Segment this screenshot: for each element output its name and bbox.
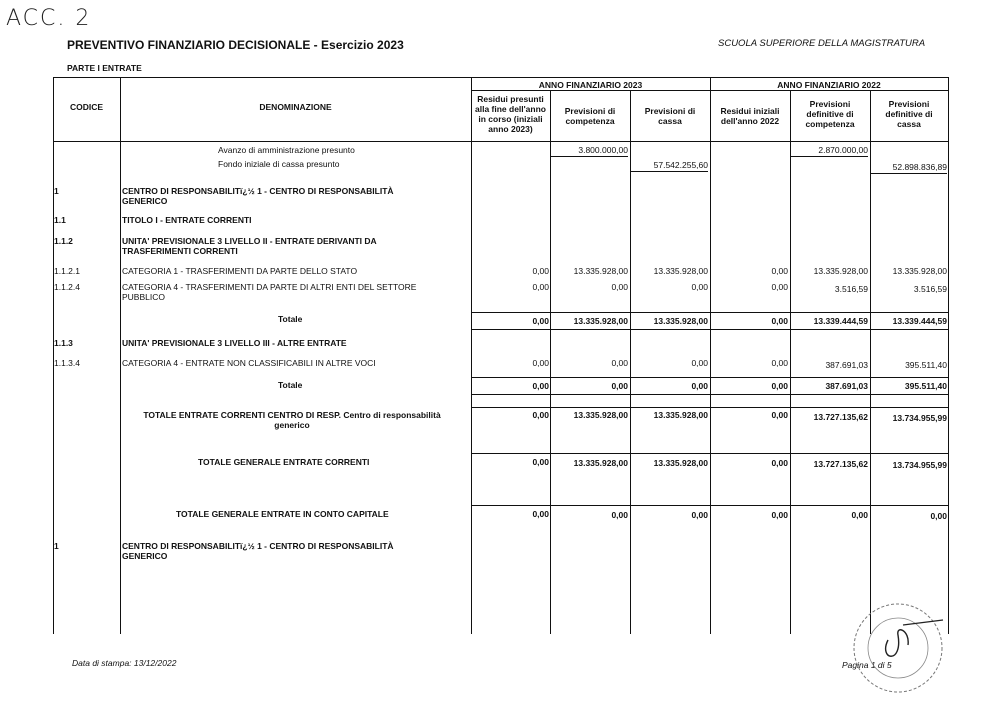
row-cat1-label: CATEGORIA 1 - TRASFERIMENTI DA PARTE DELLO STATO (122, 266, 358, 276)
row-totale-2-def-cassa: 395.511,40 (904, 381, 947, 391)
row-totale-2-cassa: 0,00 (691, 381, 708, 391)
row-cat134-def-cassa: 395.511,40 (905, 360, 947, 370)
row-cat4-residui: 0,00 (532, 282, 549, 292)
official-stamp-icon (848, 600, 948, 695)
organization-name: SCUOLA SUPERIORE DELLA MAGISTRATURA (718, 38, 926, 49)
row-totale-2-comp: 0,00 (611, 381, 628, 391)
header-year-2023: ANNO FINANZIARIO 2023 (538, 80, 643, 90)
row-cat134-residui: 0,00 (532, 358, 549, 368)
row-cat4-def-comp: 3.516,59 (834, 284, 868, 294)
row-cdr-2-code: 1 (54, 541, 59, 551)
row-totale-cdr-comp: 13.335.928,00 (573, 410, 628, 420)
row-avanzo-comp-2022: 2.870.000,00 (791, 145, 868, 157)
header-denominazione: DENOMINAZIONE (259, 102, 332, 112)
row-up2-code: 1.1.2 (54, 236, 73, 246)
row-fondo-cassa-2022: 52.898.836,89 (871, 162, 947, 174)
row-cat4-code: 1.1.2.4 (54, 282, 80, 292)
row-totale-conto-capitale-label: TOTALE GENERALE ENTRATE IN CONTO CAPITALE (176, 509, 389, 519)
header-previsioni-competenza-2023: Previsioni di competenza (564, 106, 616, 126)
row-cat1-comp: 13.335.928,00 (573, 266, 628, 276)
row-up3-label: UNITA' PREVISIONALE 3 LIVELLO III - ALTRE ENTRATE (122, 338, 347, 348)
row-cat4-def-cassa: 3.516,59 (913, 284, 947, 294)
row-cat134-residui-2022: 0,00 (771, 358, 788, 368)
row-totale-1-residui: 0,00 (532, 316, 549, 326)
row-cat134-comp: 0,00 (611, 358, 628, 368)
row-cat1-def-cassa: 13.335.928,00 (892, 266, 947, 276)
row-totale-generale-residui: 0,00 (532, 457, 549, 467)
row-cdr-code: 1 (54, 186, 59, 196)
row-cat134-label: CATEGORIA 4 - ENTRATE NON CLASSIFICABILI IN ALTRE VOCI (122, 358, 376, 368)
handwritten-annotation: ACC. 2 (6, 6, 92, 31)
row-totale-1-residui-2022: 0,00 (771, 316, 788, 326)
row-cat134-cassa: 0,00 (691, 358, 708, 368)
row-cat4-label: CATEGORIA 4 - TRASFERIMENTI DA PARTE DI ALTRI ENTI DEL SETTORE PUBBLICO (122, 282, 417, 302)
row-totale-generale-residui-2022: 0,00 (771, 458, 788, 468)
row-totale-2-label: Totale (278, 380, 303, 390)
row-totale-cdr-def-cassa: 13.734.955,99 (892, 413, 947, 423)
row-up3-code: 1.1.3 (54, 338, 73, 348)
row-cat1-residui-2022: 0,00 (771, 266, 788, 276)
row-cat1-cassa: 13.335.928,00 (653, 266, 708, 276)
row-fondo-cassa-2023: 57.542.255,60 (631, 160, 708, 172)
row-totale-1-comp: 13.335.928,00 (573, 316, 628, 326)
row-totale-capitale-comp: 0,00 (611, 510, 628, 520)
header-previsioni-definitive-cassa: Previsioni definitive di cassa (885, 99, 933, 129)
row-cat4-comp: 0,00 (611, 282, 628, 292)
row-totale-capitale-cassa: 0,00 (691, 510, 708, 520)
row-cdr-2-label: CENTRO DI RESPONSABILITï¿½ 1 - CENTRO DI RESPONSABILITÀ GENERICO (122, 541, 394, 561)
row-totale-1-cassa: 13.335.928,00 (653, 316, 708, 326)
row-totale-generale-correnti-label: TOTALE GENERALE ENTRATE CORRENTI (198, 457, 370, 467)
row-totale-2-residui-2022: 0,00 (771, 381, 788, 391)
row-cdr-label: CENTRO DI RESPONSABILITï¿½ 1 - CENTRO DI RESPONSABILITÀ GENERICO (122, 186, 394, 206)
row-totale-cdr-residui: 0,00 (532, 410, 549, 420)
row-totale-cdr-residui-2022: 0,00 (771, 410, 788, 420)
row-cat1-def-comp: 13.335.928,00 (813, 266, 868, 276)
row-titolo-code: 1.1 (54, 215, 66, 225)
row-fondo-label: Fondo iniziale di cassa presunto (218, 159, 340, 169)
header-codice: CODICE (69, 102, 104, 112)
header-residui-presunti: Residui presunti alla fine dell'anno in corso (iniziali anno 2023) (475, 94, 546, 134)
header-year-2022: ANNO FINANZIARIO 2022 (777, 80, 881, 90)
page-number: Pagina 1 di 5 (842, 660, 892, 670)
header-previsioni-cassa-2023: Previsioni di cassa (644, 106, 696, 126)
header-residui-iniziali-2022: Residui iniziali dell'anno 2022 (720, 106, 780, 126)
row-cat134-code: 1.1.3.4 (54, 358, 80, 368)
row-totale-cdr-cassa: 13.335.928,00 (653, 410, 708, 420)
header-previsioni-definitive-competenza: Previsioni definitive di competenza (805, 99, 855, 129)
row-totale-1-def-cassa: 13.339.444,59 (892, 316, 947, 326)
row-cat134-def-comp: 387.691,03 (825, 360, 868, 370)
row-cat4-cassa: 0,00 (691, 282, 708, 292)
row-totale-cdr-def-comp: 13.727.135,62 (813, 412, 868, 422)
row-cat4-residui-2022: 0,00 (771, 282, 788, 292)
row-totale-2-residui: 0,00 (532, 381, 549, 391)
page-title: PREVENTIVO FINANZIARIO DECISIONALE - Esercizio 2023 (67, 38, 404, 52)
row-totale-generale-def-cassa: 13.734.955,99 (892, 460, 947, 470)
row-totale-cdr-label: TOTALE ENTRATE CORRENTI CENTRO DI RESP. Centro di responsabilità generico (143, 410, 441, 430)
row-totale-1-label: Totale (278, 314, 303, 324)
section-title: PARTE I ENTRATE (67, 63, 142, 73)
row-totale-2-def-comp: 387.691,03 (825, 381, 868, 391)
row-cat1-code: 1.1.2.1 (54, 266, 80, 276)
row-up2-label: UNITA' PREVISIONALE 3 LIVELLO II - ENTRATE DERIVANTI DA TRASFERIMENTI CORRENTI (122, 236, 377, 256)
row-totale-generale-cassa: 13.335.928,00 (653, 458, 708, 468)
row-totale-capitale-def-cassa: 0,00 (930, 511, 947, 521)
row-totale-capitale-def-comp: 0,00 (851, 510, 868, 520)
row-titolo-label: TITOLO I - ENTRATE CORRENTI (122, 215, 252, 225)
row-cat1-residui: 0,00 (532, 266, 549, 276)
print-date: Data di stampa: 13/12/2022 (72, 658, 177, 668)
row-totale-generale-comp: 13.335.928,00 (573, 458, 628, 468)
row-totale-1-def-comp: 13.339.444,59 (813, 316, 868, 326)
row-totale-generale-def-comp: 13.727.135,62 (813, 459, 868, 469)
row-avanzo-label: Avanzo di amministrazione presunto (218, 145, 355, 155)
row-totale-capitale-residui-2022: 0,00 (771, 510, 788, 520)
row-totale-capitale-residui: 0,00 (532, 509, 549, 519)
row-avanzo-comp-2023: 3.800.000,00 (551, 145, 628, 157)
